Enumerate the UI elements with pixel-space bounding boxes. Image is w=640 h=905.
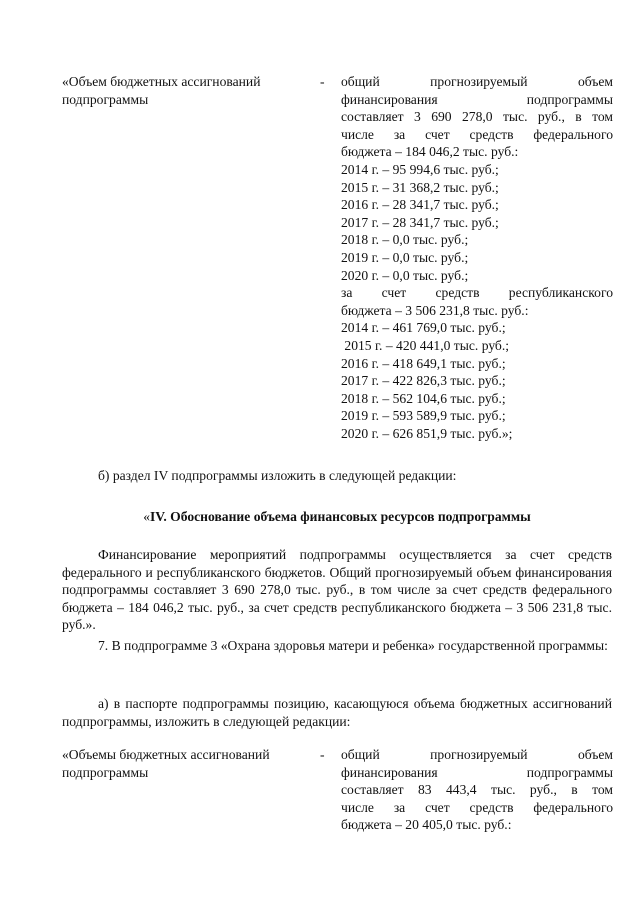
value-line: общий прогнозируемый объем: [341, 74, 613, 89]
federal-year-line: 2017 г. – 28 341,7 тыс. руб.;: [341, 214, 499, 230]
federal-year-line: 2018 г. – 0,0 тыс. руб.;: [341, 232, 469, 248]
value-line: числе за счет средств федерального: [341, 126, 613, 142]
republic-year-line: 2020 г. – 626 851,9 тыс. руб.»;: [341, 425, 513, 441]
federal-year-line: 2014 г. – 95 994,6 тыс. руб.;: [341, 161, 499, 177]
value-line: общий прогнозируемый объем: [341, 747, 613, 762]
federal-year-line: 2019 г. – 0,0 тыс. руб.;: [341, 249, 469, 265]
passport-value: [341, 746, 613, 834]
republic-year-line: 2015 г. – 420 441,0 тыс. руб.;: [341, 337, 510, 353]
republic-year-line: 2016 г. – 418 649,1 тыс. руб.;: [341, 355, 506, 371]
value-line: финансирования подпрограммы: [341, 764, 613, 780]
republic-year-line: 2018 г. – 562 104,6 тыс. руб.;: [341, 390, 506, 406]
republic-year-line: 2017 г. – 422 826,3 тыс. руб.;: [341, 373, 506, 389]
passport-label: «Объем бюджетных ассигнований подпрограммы: [62, 74, 261, 107]
paragraph-b: б) раздел IV подпрограммы изложить в следующей редакции:: [98, 468, 457, 483]
paragraph-7: 7. В подпрограмме 3 «Охрана здоровья матери и ребенка» государственной программы:: [98, 638, 608, 653]
republic-year-line: 2019 г. – 593 589,9 тыс. руб.;: [341, 408, 506, 424]
value-line: числе за счет средств федерального: [341, 799, 613, 815]
value-line: финансирования подпрограммы: [341, 91, 613, 107]
heading-quote: «: [143, 509, 150, 524]
section-heading: [62, 508, 612, 526]
republic-year-line: 2014 г. – 461 769,0 тыс. руб.;: [341, 320, 506, 336]
passport-label: «Объемы бюджетных ассигнований подпрограммы: [62, 747, 270, 780]
federal-year-line: 2020 г. – 0,0 тыс. руб.;: [341, 267, 469, 283]
value-line: составляет 3 690 278,0 тыс. руб., в том: [341, 109, 613, 125]
value-line: за счет средств республиканского: [341, 285, 613, 301]
value-line: составляет 83 443,4 тыс. руб., в том: [341, 782, 613, 798]
paragraph-a: а) в паспорте подпрограммы позицию, касающуюся объема бюджетных ассигнований подпрограммы, изложить в следующей редакции:: [62, 696, 612, 729]
passport-value: [341, 73, 613, 442]
passport-dash: -: [320, 747, 325, 762]
value-line: бюджета – 20 405,0 тыс. руб.:: [341, 817, 512, 833]
value-line: бюджета – 3 506 231,8 тыс. руб.:: [341, 302, 529, 318]
federal-year-line: 2016 г. – 28 341,7 тыс. руб.;: [341, 197, 499, 213]
value-line: бюджета – 184 046,2 тыс. руб.:: [341, 144, 519, 160]
passport-dash: -: [320, 74, 325, 89]
federal-year-line: 2015 г. – 31 368,2 тыс. руб.;: [341, 179, 499, 195]
heading-text: IV. Обоснование объема финансовых ресурсов подпрограммы: [150, 509, 531, 524]
paragraph-financing: Финансирование мероприятий подпрограммы осуществляется за счет средств федерального и республиканского бюджетов. Общий прогнозируемый объем финансирования подпрограммы составляет 3 690 278,0 тыс. руб., в том числе за счет средств федерального бюджета – 184 046,2 тыс. руб., за счет средств республиканского бюджета – 3 506 231,8 тыс. руб.».: [62, 547, 612, 633]
